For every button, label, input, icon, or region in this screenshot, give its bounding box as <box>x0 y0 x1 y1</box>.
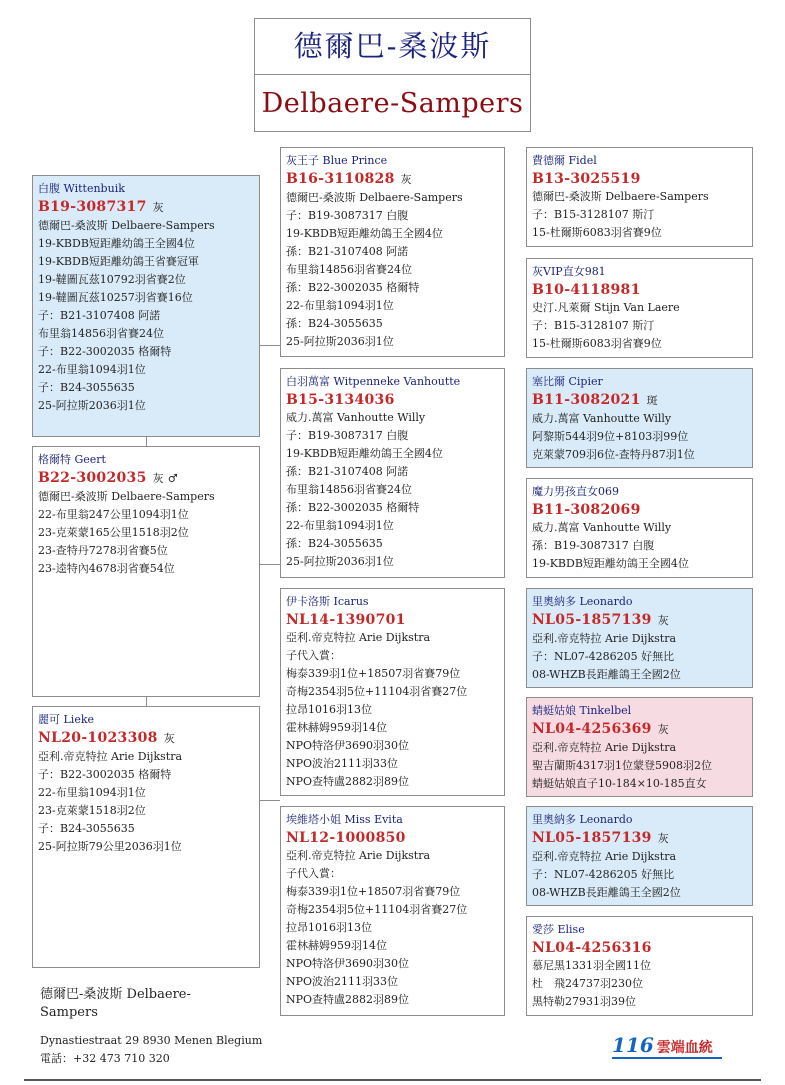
bird-name: 白羽萬富 Witpenneke Vanhoutte <box>286 375 461 388</box>
bird-name: 埃維塔小姐 Miss Evita <box>286 813 403 826</box>
connector-line <box>260 564 280 565</box>
record-line: 19-KBDB短距離幼鴿王全國4位 <box>286 447 443 460</box>
color-tag: 灰 ♂ <box>152 472 178 485</box>
ring-code: B16-3110828 <box>286 171 395 187</box>
ring-number <box>286 391 504 409</box>
color-tag: 灰 <box>657 832 670 845</box>
record-line: 19-KBDB短距離幼鴿王省賽冠軍 <box>38 255 199 268</box>
pedigree-card-subject <box>32 446 260 697</box>
record-line: 梅泰339羽1位+18507羽省賽79位 <box>286 885 461 898</box>
pedigree-card-ds <box>280 588 505 796</box>
record-line: 威力.萬富 Vanhoutte Willy <box>532 412 672 425</box>
pedigree-card-dss <box>526 588 753 688</box>
record-line: 亞利.帝克特拉 Arie Dijkstra <box>38 750 183 763</box>
record-line: 子代入賞： <box>286 649 341 662</box>
record-line: 梅泰339羽1位+18507羽省賽79位 <box>286 667 461 680</box>
footer-breeder-name: 德爾巴-桑波斯 Delbaere-Sampers <box>40 987 191 1020</box>
record-line: 阿黎斯544羽9位+8103羽99位 <box>532 430 689 443</box>
record-line: 拉昂1016羽13位 <box>286 921 372 934</box>
record-line: 布里翁14856羽省賽24位 <box>286 263 412 276</box>
bird-name: 費德爾 Fidel <box>532 154 597 167</box>
pedigree-card-dds <box>526 806 753 906</box>
ring-code: B13-3025519 <box>532 171 641 187</box>
record-line: 德爾巴-桑波斯 Delbaere-Sampers <box>38 490 215 503</box>
record-line: 奇梅2354羽5位+11104羽省賽27位 <box>286 685 468 698</box>
record-line: 德爾巴-桑波斯 Delbaere-Sampers <box>38 219 215 232</box>
bird-name: 里奧納多 Leonardo <box>532 813 633 826</box>
bird-name: 格爾特 Geert <box>38 453 106 466</box>
color-tag: 灰 <box>152 201 164 214</box>
ring-code: B22-3002035 <box>38 470 147 486</box>
bird-name: 蜻蜓姑娘 Tinkelbel <box>532 704 632 717</box>
pedigree-card-dsd <box>526 697 753 797</box>
record-line: 杜 飛24737羽230位 <box>532 977 643 990</box>
pedigree-card-ssd <box>526 258 753 358</box>
record-line: NPO查特盧2882羽89位 <box>286 993 410 1006</box>
pedigree-card-ddd <box>526 916 753 1016</box>
ring-code: B11-3082021 <box>532 392 641 408</box>
record-line: 亞利.帝克特拉 Arie Dijkstra <box>286 849 431 862</box>
bird-name: 里奧納多 Leonardo <box>532 595 633 608</box>
record-line: 德爾巴-桑波斯 Delbaere-Sampers <box>286 191 463 204</box>
ring-number <box>532 720 752 739</box>
ring-number <box>286 611 504 629</box>
ring-number <box>286 829 504 847</box>
record-line: 25-阿拉斯79公里2036羽1位 <box>38 840 182 853</box>
record-line: NPO特洛伊3690羽30位 <box>286 957 410 970</box>
pedigree-card-sd <box>280 368 505 578</box>
record-line: 25-阿拉斯2036羽1位 <box>38 399 146 412</box>
record-line: 子：B15-3128107 斯汀 <box>532 319 655 332</box>
record-line: 孫：B24-3055635 <box>286 317 383 330</box>
record-line: 蜻蜓姑娘直子10-184×10-185直女 <box>532 777 707 790</box>
ring-number <box>38 198 259 217</box>
pedigree-card-dd <box>280 806 505 1016</box>
record-line: 子：NL07-4286205 好無比 <box>532 650 675 663</box>
record-line: 15-杜爾斯6083羽省賽9位 <box>532 226 662 239</box>
bottom-divider <box>24 1079 761 1081</box>
record-line: 22-布里翁247公里1094羽1位 <box>38 508 189 521</box>
bird-name: 灰王子 Blue Prince <box>286 154 388 167</box>
bird-name: 塞比爾 Cipier <box>532 375 603 388</box>
record-line: 孫：B21-3107408 阿諾 <box>286 465 409 478</box>
record-line: 19-KBDB短距離幼鴿王全國4位 <box>38 237 195 250</box>
record-line: 亞利.帝克特拉 Arie Dijkstra <box>532 741 677 754</box>
record-line: 奇梅2354羽5位+11104羽省賽27位 <box>286 903 468 916</box>
bird-name: 愛莎 Elise <box>532 923 585 936</box>
ring-number <box>532 391 752 410</box>
bird-name: 魔力男孩直女069 <box>532 485 619 498</box>
ring-code: B19-3087317 <box>38 199 147 215</box>
record-line: 子：B15-3128107 斯汀 <box>532 208 655 221</box>
logo-number: 116 <box>612 1033 654 1057</box>
record-line: 聖吉蘭斯4317羽1位蒙登5908羽2位 <box>532 759 712 772</box>
color-tag: 灰 <box>163 732 176 745</box>
record-line: 子：B22-3002035 格爾特 <box>38 345 172 358</box>
ring-code: NL05-1857139 <box>532 612 652 628</box>
record-line: 亞利.帝克特拉 Arie Dijkstra <box>532 632 677 645</box>
record-line: 23-逵特內4678羽省賽54位 <box>38 562 175 575</box>
color-tag: 灰 <box>657 723 670 736</box>
record-line: 亞利.帝克特拉 Arie Dijkstra <box>532 850 677 863</box>
footer-address: Dynastiestraat 29 8930 Menen Blegium <box>40 1034 263 1047</box>
record-line: 布里翁14856羽省賽24位 <box>286 483 412 496</box>
record-line: 慕尼黑1331羽全國11位 <box>532 959 651 972</box>
ring-code: NL20-1023308 <box>38 730 158 746</box>
pedigree-card-sss <box>526 147 753 247</box>
record-line: NPO波治2111羽33位 <box>286 757 399 770</box>
record-line: 15-杜爾斯6083羽省賽9位 <box>532 337 662 350</box>
ring-code: B15-3134036 <box>286 392 395 408</box>
ring-number <box>286 170 504 189</box>
logo-underline <box>612 1057 722 1059</box>
record-line: 孫：B21-3107408 阿諾 <box>286 245 409 258</box>
bird-name: 伊卡洛斯 Icarus <box>286 595 369 608</box>
ring-number <box>532 170 752 188</box>
record-line: 子：B24-3055635 <box>38 822 135 835</box>
record-line: 23-克萊蒙1518羽2位 <box>38 804 146 817</box>
color-tag: 灰 <box>400 173 412 186</box>
record-line: 孫：B24-3055635 <box>286 537 383 550</box>
pedigree-card-dam <box>32 706 260 968</box>
title-chinese: 德爾巴-桑波斯 <box>255 19 530 75</box>
ring-code: B11-3082069 <box>532 502 641 518</box>
record-line: 23-查特丹7278羽省賽5位 <box>38 544 168 557</box>
record-line: 22-布里翁1094羽1位 <box>38 363 146 376</box>
connector-line <box>260 800 280 801</box>
title-box <box>254 18 531 132</box>
record-line: 19-KBDB短距離幼鴿王全國4位 <box>286 227 443 240</box>
record-line: NPO特洛伊3690羽30位 <box>286 739 410 752</box>
bird-name: 白腹 Wittenbuik <box>38 182 125 195</box>
ring-code: NL04-4256369 <box>532 721 652 737</box>
record-line: 25-阿拉斯2036羽1位 <box>286 555 394 568</box>
record-line: 23-克萊蒙165公里1518羽2位 <box>38 526 189 539</box>
footer-phone: 電話：+32 473 710 320 <box>40 1052 170 1065</box>
record-line: 威力.萬富 Vanhoutte Willy <box>286 411 426 424</box>
record-line: 霍林赫姆959羽14位 <box>286 939 387 952</box>
record-line: 22-布里翁1094羽1位 <box>38 786 146 799</box>
record-line: 克萊蒙709羽6位-查特丹87羽1位 <box>532 448 695 461</box>
record-line: 08-WHZB長距離鴿王全國2位 <box>532 886 681 899</box>
record-line: 22-布里翁1094羽1位 <box>286 299 394 312</box>
bird-name: 麗可 Lieke <box>38 713 95 726</box>
connector-line <box>260 345 280 346</box>
pedigree-card-sire <box>32 175 260 437</box>
ring-code: NL14-1390701 <box>286 612 406 628</box>
ring-number <box>532 281 752 299</box>
record-line: 拉昂1016羽13位 <box>286 703 372 716</box>
ring-number <box>38 729 259 748</box>
bird-name: 灰VIP直女981 <box>532 265 606 278</box>
connector-line <box>146 697 147 706</box>
record-line: 霍林赫姆959羽14位 <box>286 721 387 734</box>
record-line: 19-韃圖瓦茲10792羽省賽2位 <box>38 273 186 286</box>
logo-116 <box>612 1033 732 1057</box>
ring-code: NL05-1857139 <box>532 830 652 846</box>
record-line: 德爾巴-桑波斯 Delbaere-Sampers <box>532 190 709 203</box>
ring-number <box>532 501 752 519</box>
record-line: 子：B24-3055635 <box>38 381 135 394</box>
pedigree-card-sdd <box>526 478 753 578</box>
record-line: 子：NL07-4286205 好無比 <box>532 868 675 881</box>
record-line: NPO波治2111羽33位 <box>286 975 399 988</box>
title-english: Delbaere-Sampers <box>261 88 524 119</box>
ring-number <box>532 829 752 848</box>
record-line: 布里翁14856羽省賽24位 <box>38 327 164 340</box>
ring-number <box>532 939 752 957</box>
record-line: 子代入賞： <box>286 867 341 880</box>
ring-code: NL12-1000850 <box>286 830 406 846</box>
record-line: 子：B21-3107408 阿諾 <box>38 309 161 322</box>
record-line: 子：B22-3002035 格爾特 <box>38 768 172 781</box>
pedigree-card-ss <box>280 147 505 357</box>
footer-contact <box>40 1032 262 1068</box>
connector-line <box>146 437 147 446</box>
record-line: 史汀.凡萊爾 Stijn Van Laere <box>532 301 680 314</box>
record-line: 亞利.帝克特拉 Arie Dijkstra <box>286 631 431 644</box>
record-line: 19-KBDB短距離幼鴿王全國4位 <box>532 557 689 570</box>
record-line: 子：B19-3087317 白腹 <box>286 429 409 442</box>
record-line: 08-WHZB長距離鴿王全國2位 <box>532 668 681 681</box>
record-line: 22-布里翁1094羽1位 <box>286 519 394 532</box>
record-line: 子：B19-3087317 白腹 <box>286 209 409 222</box>
record-line: 孫：B19-3087317 白腹 <box>532 539 655 552</box>
color-tag: 灰 <box>657 614 670 627</box>
ring-number <box>532 611 752 630</box>
ring-code: NL04-4256316 <box>532 940 652 956</box>
record-line: NPO查特盧2882羽89位 <box>286 775 410 788</box>
ring-number <box>38 469 259 488</box>
logo-text: 雲端血統 <box>656 1040 713 1056</box>
record-line: 19-韃圖瓦茲10257羽省賽16位 <box>38 291 193 304</box>
color-tag: 斑 <box>646 394 658 407</box>
pedigree-card-sds <box>526 368 753 468</box>
ring-code: B10-4118981 <box>532 282 641 298</box>
record-line: 孫：B22-3002035 格爾特 <box>286 501 420 514</box>
record-line: 威力.萬富 Vanhoutte Willy <box>532 521 672 534</box>
record-line: 黑特勒27931羽39位 <box>532 995 636 1008</box>
record-line: 25-阿拉斯2036羽1位 <box>286 335 394 348</box>
record-line: 孫：B22-3002035 格爾特 <box>286 281 420 294</box>
